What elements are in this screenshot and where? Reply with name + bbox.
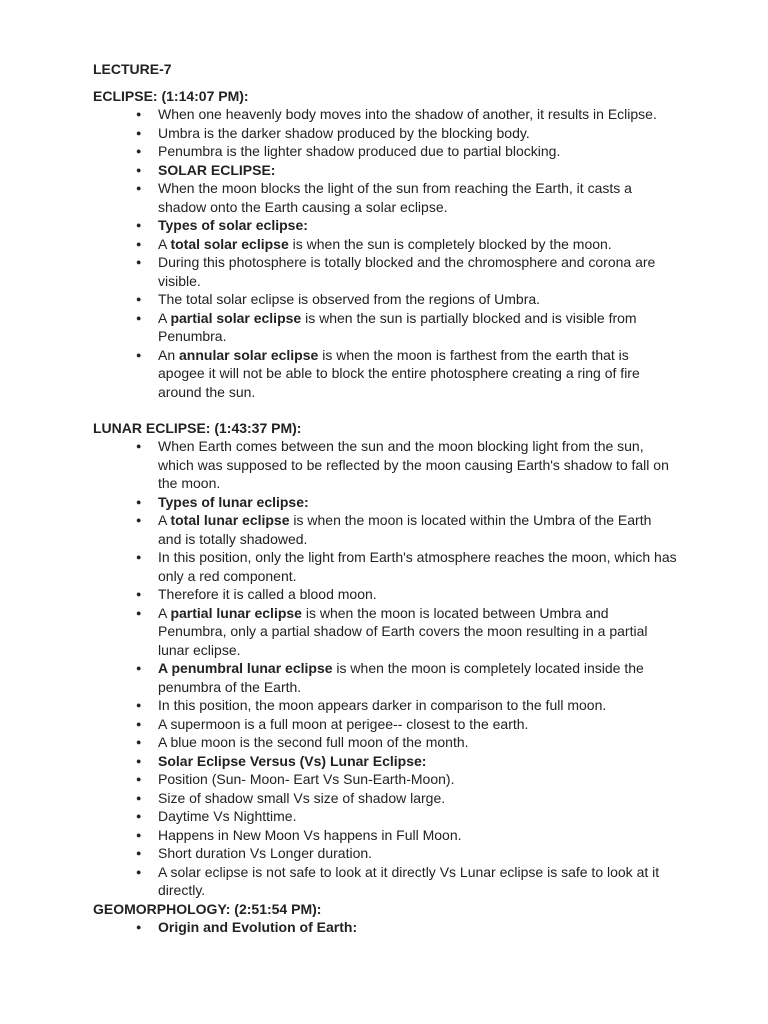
- list-item: [158, 105, 678, 124]
- bold-text: partial lunar eclipse: [170, 604, 302, 621]
- text-run: Short duration Vs Longer duration.: [158, 845, 373, 861]
- text-run: In this position, only the light from Earth's atmosphere reaches the moon, which has only a red component.: [158, 549, 677, 584]
- bold-text: total lunar eclipse: [170, 512, 290, 528]
- list-item: [158, 863, 678, 900]
- bold-text: SOLAR ECLIPSE:: [158, 161, 276, 178]
- text-run: is when the sun is completely blocked by the moon.: [288, 235, 612, 252]
- text-run: is when the sun is partially blocked and is visible from Penumbra.: [158, 309, 637, 344]
- list-item: [158, 511, 678, 548]
- list-item: [158, 161, 678, 180]
- list-item: [158, 844, 678, 863]
- list-item: [158, 253, 678, 290]
- list-item: [158, 235, 678, 254]
- text-run: A: [158, 512, 171, 528]
- list-item: [158, 309, 678, 346]
- bold-text: Solar Eclipse Versus (Vs) Lunar Eclipse:: [158, 752, 427, 769]
- list-item: [158, 918, 678, 937]
- text-run: When Earth comes between the sun and the moon blocking light from the sun, which was supposed to be reflected by the moon causing Earth's shadow to fall on the moon.: [158, 438, 669, 491]
- text-run: Position (Sun- Moon- Eart Vs Sun-Earth-Moon).: [158, 771, 455, 787]
- list-item: [158, 142, 678, 161]
- text-run: Happens in New Moon Vs happens in Full Moon.: [158, 826, 462, 843]
- text-run: is when the moon is completely located inside the penumbra of the Earth.: [158, 660, 644, 695]
- bold-text: Origin and Evolution of Earth:: [158, 919, 358, 935]
- text-run: A: [158, 235, 171, 252]
- list-item: [158, 696, 678, 715]
- text-run: A: [158, 309, 171, 326]
- section-heading-eclipse: ECLIPSE: (1:14:07 PM):: [93, 88, 249, 104]
- text-run: A solar eclipse is not safe to look at it directly Vs Lunar eclipse is safe to look at it directly.: [158, 863, 660, 898]
- list-item: [158, 493, 678, 512]
- text-run: is when the moon is located within the Umbra of the Earth and is totally shadowed.: [158, 512, 652, 547]
- list-item: [158, 585, 678, 604]
- bullet-list-lunar-eclipse: [158, 437, 678, 900]
- list-item: [158, 437, 678, 493]
- bullet-list-eclipse: [158, 105, 678, 401]
- list-item: [158, 770, 678, 789]
- text-run: is when the moon is farthest from the earth that is apogee it will not be able to block the entire photosphere creating a ring of fire around the sun.: [158, 346, 640, 400]
- bold-text: Types of lunar eclipse:: [158, 493, 309, 510]
- list-item: [158, 807, 678, 826]
- list-item: [158, 733, 678, 752]
- text-run: A blue moon is the second full moon of the month.: [158, 734, 469, 750]
- list-item: [158, 216, 678, 235]
- list-item: [158, 346, 678, 402]
- section-heading-geomorphology: GEOMORPHOLOGY: (2:51:54 PM):: [93, 901, 322, 917]
- list-item: [158, 789, 678, 808]
- text-run: When one heavenly body moves into the shadow of another, it results in Eclipse.: [158, 106, 657, 122]
- list-item: [158, 290, 678, 309]
- list-item: [158, 752, 678, 771]
- bold-text: annular solar eclipse: [179, 346, 319, 363]
- list-item: [158, 715, 678, 734]
- bold-text: partial solar eclipse: [170, 309, 302, 326]
- list-item: [158, 659, 678, 696]
- list-item: [158, 826, 678, 845]
- list-item: [158, 179, 678, 216]
- text-run: Penumbra is the lighter shadow produced due to partial blocking.: [158, 143, 561, 159]
- text-run: is when the moon is located between Umbra and Penumbra, only a partial shadow of Earth covers the moon resulting in a partial lunar eclipse.: [158, 604, 648, 658]
- text-run: The total solar eclipse is observed from the regions of Umbra.: [158, 291, 541, 307]
- text-run: An: [158, 346, 180, 363]
- text-run: A: [158, 604, 171, 621]
- list-item: [158, 124, 678, 143]
- section-heading-lunar-eclipse: LUNAR ECLIPSE: (1:43:37 PM):: [93, 420, 302, 436]
- text-run: In this position, the moon appears darker in comparison to the full moon.: [158, 697, 607, 713]
- lecture-title: LECTURE-7: [93, 61, 172, 77]
- text-run: Therefore it is called a blood moon.: [158, 586, 377, 602]
- bold-text: total solar eclipse: [170, 235, 289, 252]
- text-run: Daytime Vs Nighttime.: [158, 808, 297, 824]
- list-item: [158, 604, 678, 660]
- text-run: A supermoon is a full moon at perigee-- closest to the earth.: [158, 715, 529, 732]
- text-run: During this photosphere is totally blocked and the chromosphere and corona are visible.: [158, 254, 656, 289]
- text-run: Size of shadow small Vs size of shadow large.: [158, 789, 446, 806]
- bold-text: A penumbral lunar eclipse: [158, 660, 333, 676]
- text-run: Umbra is the darker shadow produced by the blocking body.: [158, 124, 530, 141]
- text-run: When the moon blocks the light of the sun from reaching the Earth, it casts a shadow onto the Earth causing a solar eclipse.: [158, 180, 632, 215]
- list-item: [158, 548, 678, 585]
- bold-text: Types of solar eclipse:: [158, 217, 308, 233]
- bullet-list-geomorphology: [158, 918, 678, 937]
